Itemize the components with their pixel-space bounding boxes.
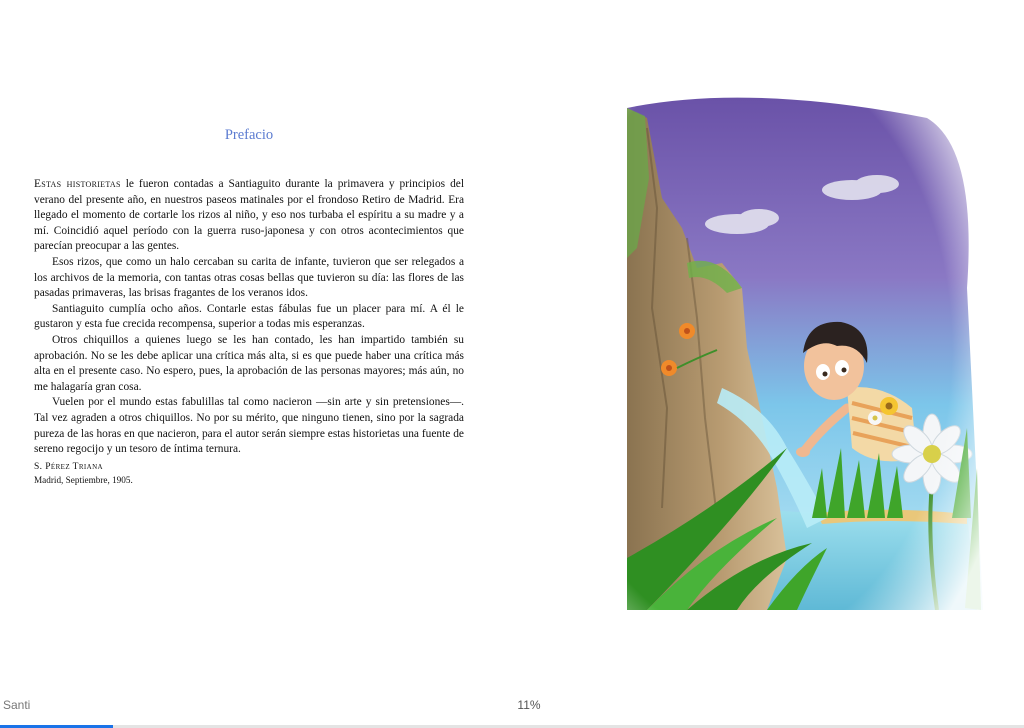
paragraph-3: Santiaguito cumplía ocho años. Contarle estas fábulas fue un placer para mí. A él le gustaron y esta fue crecida recompensa, superior a todas mis esperanzas. bbox=[34, 302, 464, 331]
lead-in: Estas historietas bbox=[34, 178, 121, 190]
right-page bbox=[627, 88, 983, 610]
paragraph-2: Esos rizos, que como un halo cercaban su carita de infante, tuvieron que ser relegados a los archivos de la memoria, con tantas otras cosas bellas que tuvieron su día: las flores de las pasadas primaveras, las brisas fragantes de los veranos idos. bbox=[34, 255, 464, 300]
preface-text bbox=[34, 177, 464, 487]
left-page bbox=[34, 0, 464, 690]
author-signature: S. Pérez Triana bbox=[34, 461, 103, 472]
chapter-title: Prefacio bbox=[224, 127, 274, 143]
dateline: Madrid, Septiembre, 1905. bbox=[34, 474, 133, 485]
paragraph-1-rest: le fueron contadas a Santiaguito durante la primavera y principios del verano del presente año, en nuestros paseos matinales por el frondoso Retiro de Madrid. Era llegado el momento de cortarle los rizos al niño, y eso nos turbaba el espíritu a su madre y a mí. Coincidió aquel período con la guerra ruso-japonesa y con otros acontecimientos que parecían preocupar a las gentes. bbox=[34, 178, 464, 253]
progress-percentage: 11% bbox=[517, 698, 541, 712]
book-short-title: Santi bbox=[3, 698, 31, 712]
paragraph-4: Otros chiquillos a quienes luego se les han contado, les han impartido también su aprobación. No se les debe aplicar una crítica más alta, si es que puede haber una crítica más alta en el presente caso. No espero, pues, la aprobación de las personas mayores; más aún, no me halagaría gran cosa. bbox=[34, 333, 464, 393]
reader-footer bbox=[0, 690, 1024, 728]
book-illustration bbox=[627, 88, 983, 610]
paragraph-1 bbox=[34, 177, 464, 255]
paragraph-5: Vuelen por el mundo estas fabulillas tal como nacieron —sin arte y sin pretensiones—. Tal vez agraden a otros chiquillos. No por su mérito, que ninguno tienen, sino por la sagrada pureza de las horas en que nacieron, para el autor serán siempre estas historietas una fuente de sereno regocijo y un tesoro de íntima ternura. bbox=[34, 396, 464, 456]
